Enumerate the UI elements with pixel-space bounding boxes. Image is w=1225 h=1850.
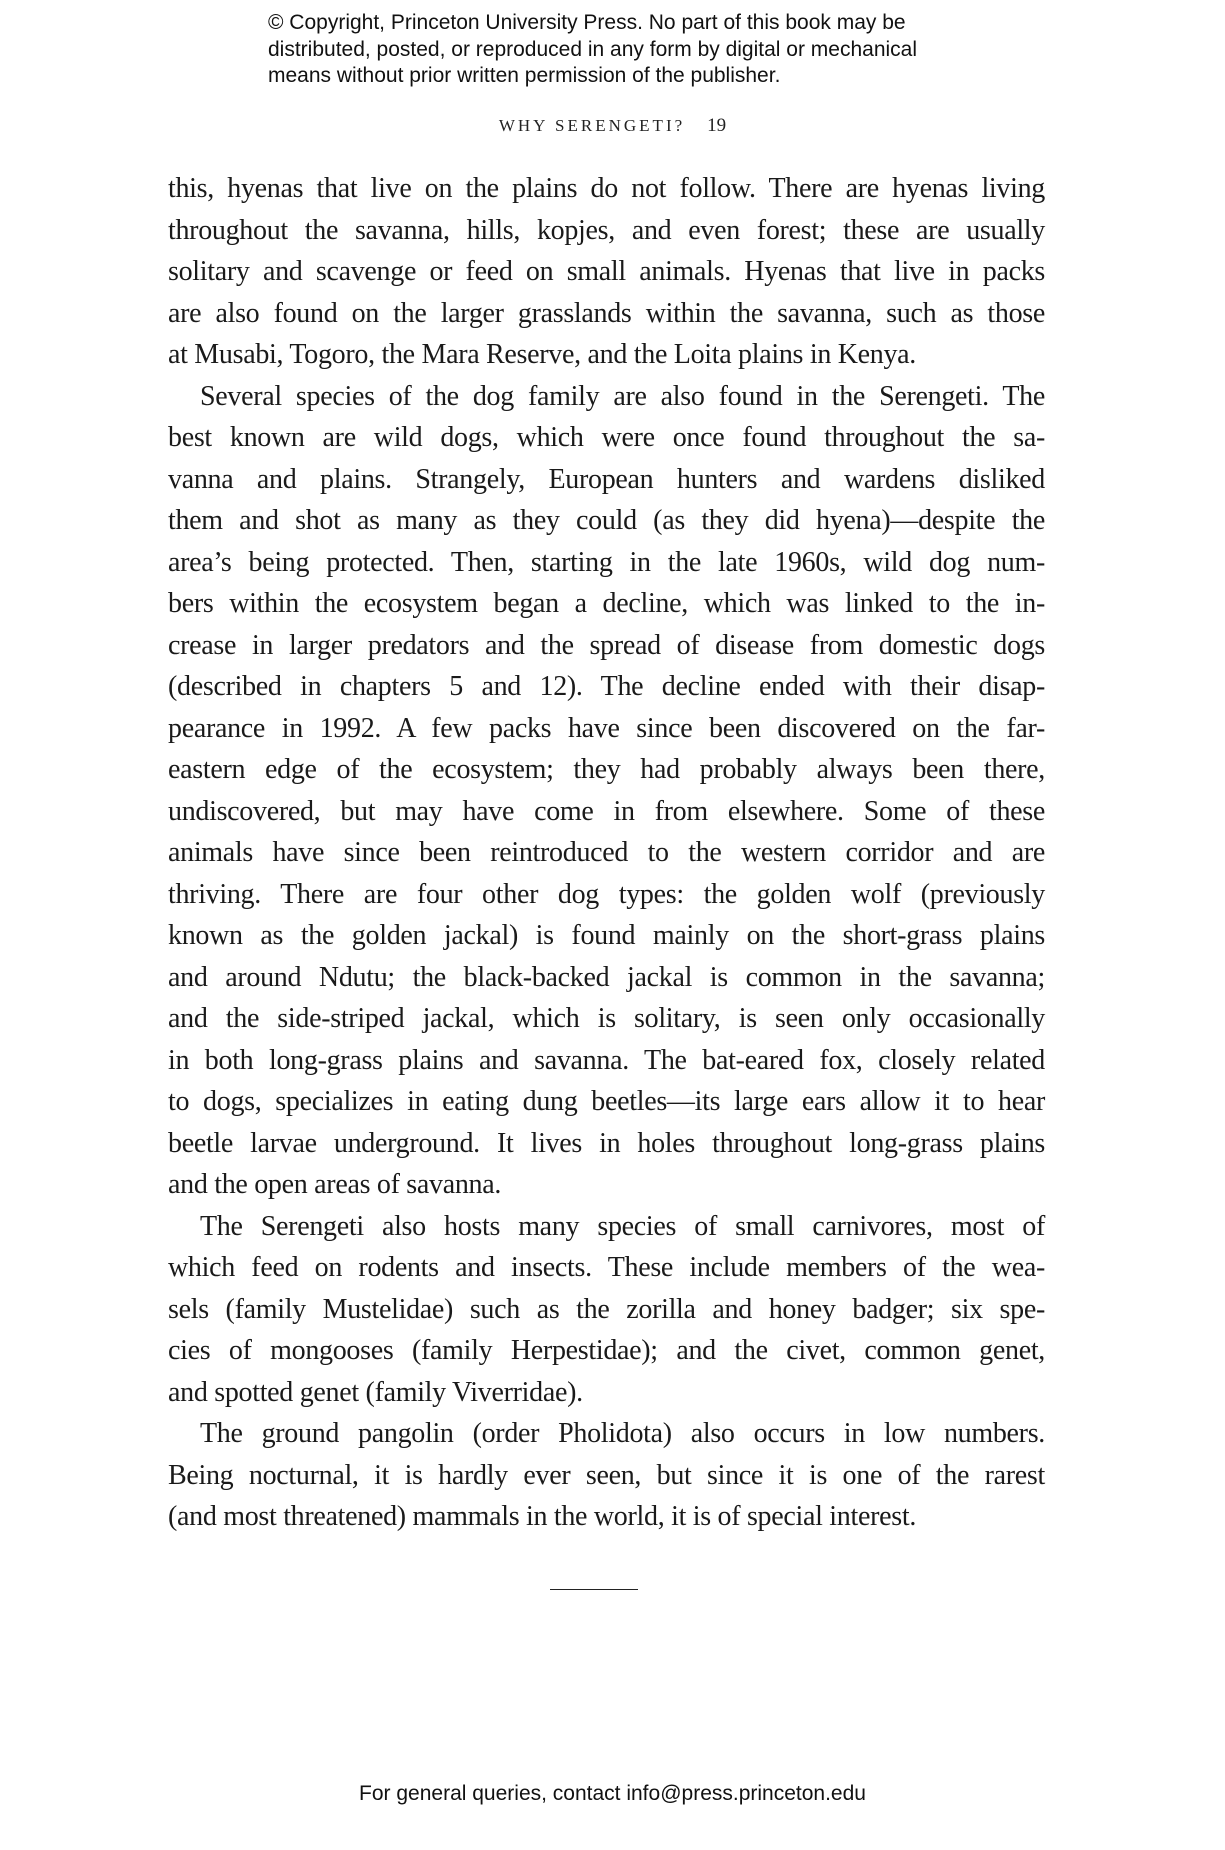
text-line: The Serengeti also hosts many species of small carnivores, most of (200, 1210, 1045, 1242)
text-line: thriving. There are four other dog types: the golden wolf (previously (168, 878, 1045, 910)
section-divider (550, 1589, 638, 1590)
text-line: and the open areas of savanna. (168, 1169, 502, 1200)
text-line: and around Ndutu; the black-backed jackal is common in the savanna; (168, 961, 1045, 993)
text-line: this, hyenas that live on the plains do not follow. There are hyenas living (168, 173, 1045, 204)
text-line: are also found on the larger grasslands within the savanna, such as those (168, 297, 1045, 329)
text-line: solitary and scavenge or feed on small animals. Hyenas that live in packs (168, 256, 1045, 287)
text-line: undiscovered, but may have come in from elsewhere. Some of these (168, 795, 1045, 827)
copyright-line: distributed, posted, or reproduced in any form by digital or mechanical (268, 37, 918, 61)
text-line: known as the golden jackal) is found mainly on the short-grass plains (168, 920, 1045, 951)
text-line: and the side-striped jackal, which is solitary, is seen only occasionally (168, 1003, 1045, 1034)
text-line: to dogs, specializes in eating dung beetles—its large ears allow it to hear (168, 1086, 1045, 1117)
paragraph (168, 168, 1045, 376)
text-line: area’s being protected. Then, starting in the late 1960s, wild dog num- (168, 546, 1045, 578)
text-line: beetle larvae underground. It lives in holes throughout long-grass plains (168, 1127, 1045, 1159)
text-line: eastern edge of the ecosystem; they had probably always been there, (168, 754, 1045, 785)
paragraph (168, 1206, 1045, 1414)
text-line: which feed on rodents and insects. These include members of the wea- (168, 1252, 1045, 1283)
text-line: throughout the savanna, hills, kopjes, and even forest; these are usually (168, 214, 1045, 246)
text-line: best known are wild dogs, which were once found throughout the sa- (168, 422, 1045, 453)
copyright-line: © Copyright, Princeton University Press. No part of this book may be (268, 11, 906, 34)
footer-contact: For general queries, contact info@press.princeton.edu (359, 1782, 866, 1805)
body-text (168, 168, 1045, 1538)
text-line: in both long-grass plains and savanna. The bat-eared fox, closely related (168, 1044, 1045, 1076)
running-head (0, 115, 1225, 137)
text-line: (and most threatened) mammals in the world, it is of special interest. (168, 1501, 917, 1532)
text-line: Being nocturnal, it is hardly ever seen, but since it is one of the rarest (168, 1459, 1045, 1491)
text-line: them and shot as many as they could (as they did hyena)—despite the (168, 505, 1045, 536)
text-line: bers within the ecosystem began a decline, which was linked to the in- (168, 588, 1045, 619)
text-line: (described in chapters 5 and 12). The decline ended with their disap- (168, 671, 1045, 702)
text-line: Several species of the dog family are also found in the Serengeti. The (200, 380, 1045, 412)
text-line: vanna and plains. Strangely, European hunters and wardens disliked (168, 463, 1045, 495)
text-line: crease in larger predators and the spread of disease from domestic dogs (168, 629, 1045, 661)
copyright-notice (268, 10, 917, 90)
text-line: animals have since been reintroduced to the western corridor and are (168, 837, 1045, 868)
text-line: at Musabi, Togoro, the Mara Reserve, and the Loita plains in Kenya. (168, 339, 917, 370)
text-line: sels (family Mustelidae) such as the zorilla and honey badger; six spe- (168, 1293, 1045, 1325)
text-line: pearance in 1992. A few packs have since been discovered on the far- (168, 712, 1045, 744)
paragraph (168, 1413, 1045, 1538)
chapter-title: WHY SERENGETI? (498, 116, 686, 135)
paragraph (168, 376, 1045, 1206)
text-line: and spotted genet (family Viverridae). (168, 1376, 583, 1408)
copyright-line: means without prior written permission of the publisher. (268, 64, 781, 87)
page-number: 19 (707, 115, 727, 136)
text-line: The ground pangolin (order Pholidota) also occurs in low numbers. (200, 1418, 1045, 1449)
text-line: cies of mongooses (family Herpestidae); and the civet, common genet, (168, 1335, 1045, 1366)
